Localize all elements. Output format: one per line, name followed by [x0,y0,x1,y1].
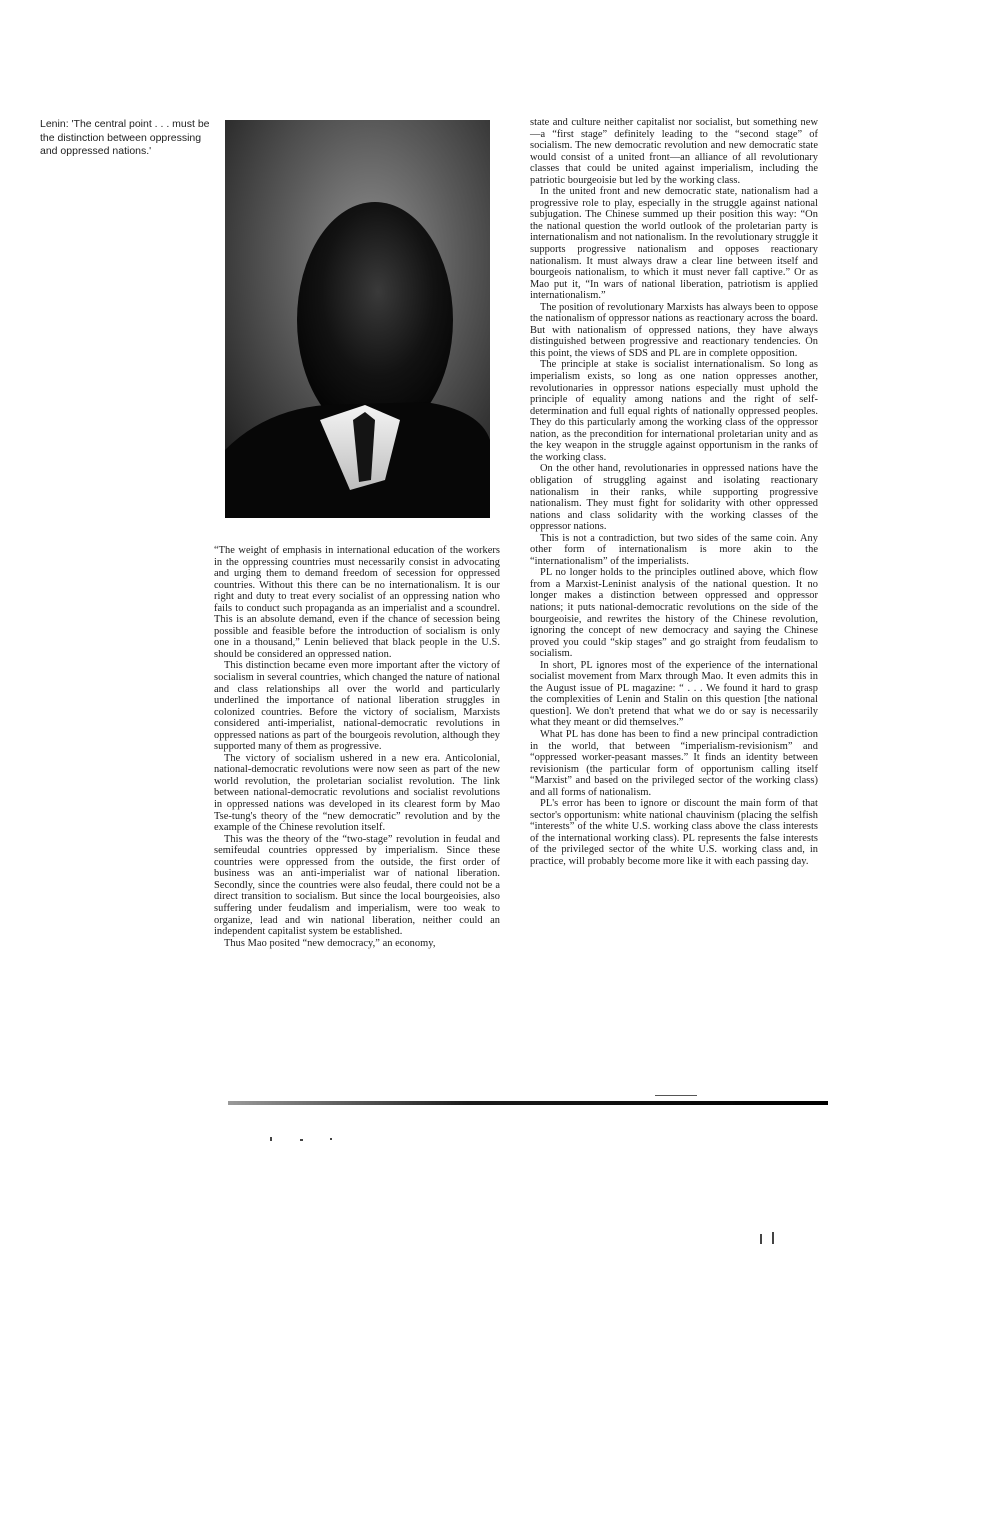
paragraph: On the other hand, revolutionaries in oppressed nations have the obligation of struggling against and isolating reactionary nationalism in their ranks, while supporting progressive nationalism. They must fight for solidarity with other oppressed nations and class solidarity with the working classes of the oppressor nations. [530,463,818,533]
paragraph: “The weight of emphasis in international education of the workers in the oppressing countries must necessarily consist in advocating and urging them to demand freedom of secession for oppressed countries. Without this there can be no internationalism. It is our right and duty to treat every socialist of an oppressing nation who fails to conduct such propaganda as an imperialist and a scoundrel. This is an absolute demand, even if the chance of secession being possible and feasible before the introduction of socialism is only one in a thousand,” Lenin believed that black people in the U.S. should be considered an oppressed nation. [214,545,500,660]
portrait-image [225,120,490,518]
paragraph: PL no longer holds to the principles outlined above, which flow from a Marxist-Leninist analysis of the national question. It no longer makes a distinction between oppressed and oppressor nations; it puts national-democratic revolutions on the side of the bourgeoisie, and rewrites the history of the Chinese revolution, ignoring the concept of new democracy and saying the Chinese proved you could “skip stages” and go straight from feudalism to socialism. [530,567,818,660]
paragraph: In short, PL ignores most of the experience of the international socialist movement from Marx through Mao. It even admits this in the August issue of PL magazine: “ . . . We found it hard to grasp the complexities of Lenin and Stalin on this question [the national question]. We don't pretend that what we do or say is necessarily what they meant or did themselves.” [530,659,818,729]
paragraph: Thus Mao posited “new democracy,” an economy, [224,937,436,949]
scan-mark [270,1137,272,1141]
paragraph: This is not a contradiction, but two sides of the same coin. Any other form of internationalism is more akin to the “internationalism” of the imperialists. [530,532,818,567]
paragraph: The principle at stake is socialist internationalism. So long as imperialism exists, so long as one nation oppresses another, revolutionaries in oppressor nations especially must uphold the principle of equality among nations and the right of self-determination and full equal rights of nationally oppressed peoples. They do this particularly among the working class of the oppressor nation, as the precondition for international proletarian unity and as the key weapon in the struggle against opportunism in the ranks of the working class. [530,359,818,463]
paragraph: state and culture neither capitalist nor socialist, but something new—a “first stage” definitely leading to the “second stage” of socialism. The new democratic revolution and new democratic state would consist of a united front—an alliance of all revolutionary classes that could be united against imperialism, including the patriotic bourgeoisie but led by the working class. [530,117,818,186]
paragraph: What PL has done has been to find a new principal contradiction in the world, that between “imperialism-revisionism” and “oppressed worker-peasant masses.” It finds an identity between revisionism (the particular form of opportunism calling itself “Marxist” and based on the privileged sector of the working class) and all forms of nationalism. [530,728,818,798]
scan-mark [760,1234,762,1244]
article-end-mark [655,1095,697,1096]
scan-mark [300,1139,303,1141]
scan-mark [772,1232,774,1244]
left-text-column [214,545,500,949]
paragraph: The position of revolutionary Marxists has always been to oppose the nationalism of oppressor nations as reactionary across the board. But with nationalism of oppressed nations, they have always distinguished between progressive and reactionary tendencies. On this point, the views of SDS and PL are in complete opposition. [530,301,818,359]
paragraph: This was the theory of the “two-stage” revolution in feudal and semifeudal countries oppressed by imperialism. Since these countries were oppressed from the outside, the first order of business was an anti-imperialist war of national liberation. Secondly, since the countries were also feudal, there could not be a direct transition to socialism. But since the local bourgeoisies, also suffering under feudalism and imperialism, were too weak to organize, lead and win national liberation, neither could an independent capitalist system be established. [214,833,500,938]
photo-caption: Lenin: 'The central point . . . must be the distinction between oppressing and oppressed nations.' [40,118,210,157]
scan-mark [330,1138,332,1140]
paragraph: This distinction became even more important after the victory of socialism in several countries, which changed the nature of national and class relationships all over the world and particularly underlined the importance of national liberation struggles in colonized countries. Before the victory of socialism, Marxists considered anti-imperialist, national-democratic revolutions in oppressed nations as part of the bourgeois revolution, although they supported many of them as progressive. [214,660,500,753]
right-text-column [530,117,818,868]
paragraph: PL's error has been to ignore or discount the main form of that sector's opportunism: white national chauvinism (placing the selfish “interests” of the white U.S. working class above the class interests of the international working class). PL represents the false interests of the privileged sector of the white U.S. working class and, in practice, will probably become more like it with each passing day. [530,798,818,867]
lenin-portrait-photo [225,120,490,518]
paragraph: The victory of socialism ushered in a new era. Anticolonial, national-democratic revolutions were now seen as part of the new world revolution, the proletarian socialist revolution. The link between national-democratic revolutions and socialist revolutions in oppressed nations was developed in its clearest form by Mao Tse-tung's theory of the “new democratic” revolution and by the example of the Chinese revolution itself. [214,752,500,834]
page-divider-rule [228,1101,828,1105]
paragraph: In the united front and new democratic state, nationalism had a progressive role to play, especially in the struggle against national subjugation. The Chinese summed up their position this way: “On the national question the world outlook of the proletarian party is internationalism and not nationalism. In the revolutionary struggle it supports progressive nationalism and opposes reactionary nationalism. It must always draw a clear line between itself and bourgeois nationalism, to which it must never fall captive.” Or as Mao put it, “In wars of national liberation, patriotism is applied internationalism.” [530,186,818,302]
